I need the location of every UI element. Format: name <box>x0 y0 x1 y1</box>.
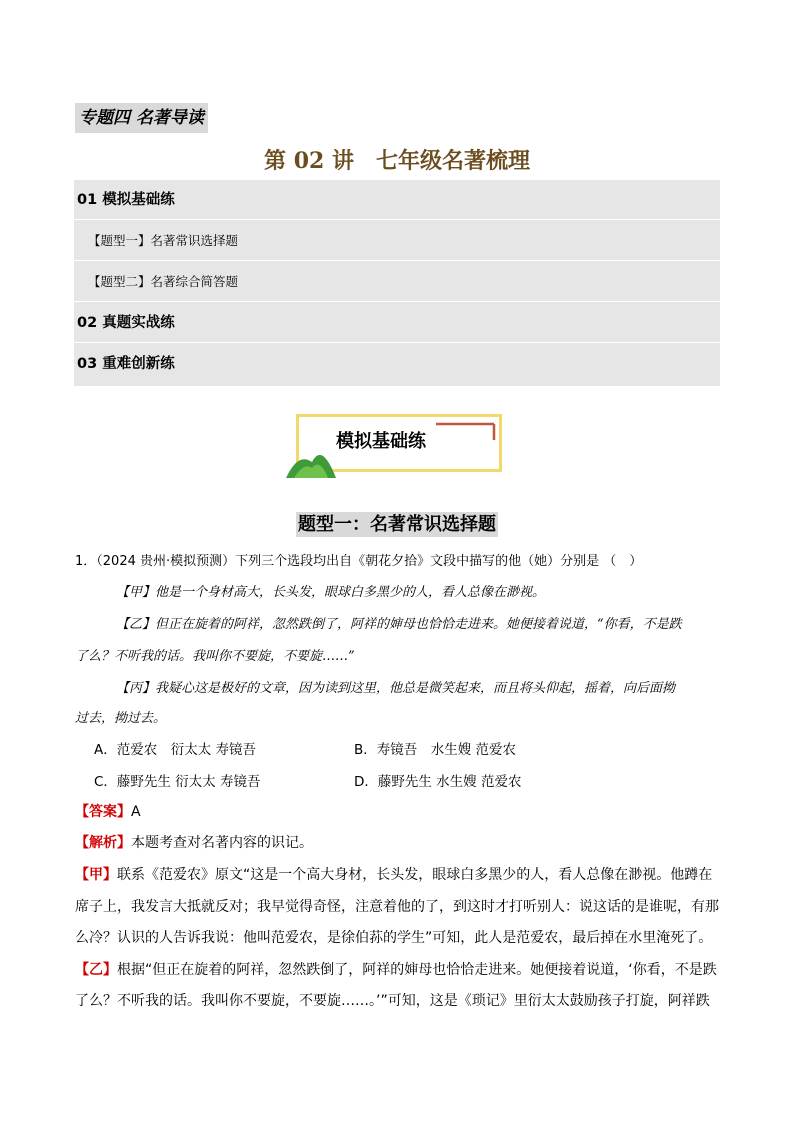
option-a[interactable]: A．范爱农 衍太太 寿镜吾 <box>94 742 257 758</box>
excerpt-jia: 【甲】他是一个身材高大，长头发，眼球白多黑少的人，看人总像在渺视。 <box>116 585 546 600</box>
toc-item-type-two[interactable]: 【题型二】名著综合简答题 <box>74 262 720 302</box>
excerpt-yi-line-1: 【乙】但正在旋着的阿祥，忽然跌倒了，阿祥的婶母也恰恰走进来。她便接着说道，“你看，不是跌 <box>116 617 682 632</box>
analysis-jia-line-3: 么冷？认识的人告诉我说：他叫范爱农，是徐伯荪的学生”可知，此人是范爱农，最后掉在水里淹死了。 <box>75 930 713 946</box>
toc-item-type-one[interactable]: 【题型一】名著常识选择题 <box>74 221 720 261</box>
analysis-yi-label: 【乙】 <box>75 962 117 978</box>
answer-value: A <box>131 804 141 820</box>
answer-label: 【答案】 <box>75 804 131 820</box>
analysis-jia-line-2: 席子上，我发言大抵就反对；我早觉得奇怪，注意着他的了，到这时才打听别人：说这话的是谁呢，有那 <box>75 899 719 915</box>
toc-item-mock-basic[interactable]: 01 模拟基础练 <box>74 180 720 220</box>
option-c[interactable]: C．藤野先生 衍太太 寿镜吾 <box>94 774 261 790</box>
analysis-label: 【解析】 <box>75 835 131 851</box>
option-d[interactable]: D．藤野先生 水生嫂 范爱农 <box>354 774 522 790</box>
section-title-text: 题型一：名著常识选择题 <box>298 514 496 535</box>
excerpt-yi-line-2: 了么？不听我的话。我叫你不要旋，不要旋……” <box>75 649 355 664</box>
topic-tag: 专题四 名著导读 <box>75 103 208 133</box>
excerpt-bing-line-1: 【丙】我疑心这是极好的文章，因为读到这里，他总是微笑起来，而且将头仰起，摇着，向后面拗 <box>116 681 676 696</box>
toc-item-real-exam[interactable]: 02 真题实战练 <box>74 303 720 343</box>
answer-line <box>75 803 141 821</box>
lesson-title: 第 02 讲 七年级名著梳理 <box>264 148 530 174</box>
table-of-contents <box>74 180 720 386</box>
analysis-text: 本题考查对名著内容的识记。 <box>131 835 313 851</box>
banner-label: 模拟基础练 <box>336 431 426 452</box>
analysis-jia-line-1 <box>75 866 712 884</box>
excerpt-bing-line-2: 过去，拗过去。 <box>75 711 167 726</box>
toc-item-hard-innovation[interactable]: 03 重难创新练 <box>77 356 175 372</box>
analysis-jia-text-1: 联系《范爱农》原文“这是一个高大身材，长头发，眼球白多黑少的人，看人总像在渺视。他蹲在 <box>117 867 713 883</box>
analysis-yi-text-1: 根据“但正在旋着的阿祥，忽然跌倒了，阿祥的婶母也恰恰走进来。她便接着说道，‘你看，不是跌 <box>117 962 717 978</box>
analysis-jia-label: 【甲】 <box>75 867 117 883</box>
section-banner <box>286 410 508 480</box>
analysis-line <box>75 834 313 852</box>
option-b[interactable]: B．寿镜吾 水生嫂 范爱农 <box>354 742 517 758</box>
section-title <box>0 512 794 538</box>
analysis-yi-line-1 <box>75 961 717 979</box>
question-stem: 1．（2024 贵州·模拟预测）下列三个选段均出自《朝花夕拾》文段中描写的他（她）分别是 （ ） <box>75 554 643 569</box>
analysis-yi-line-2: 了么？不听我的话。我叫你不要旋，不要旋……。’”可知，这是《琐记》里衍太太鼓励孩子打旋，阿祥跌 <box>75 993 710 1009</box>
